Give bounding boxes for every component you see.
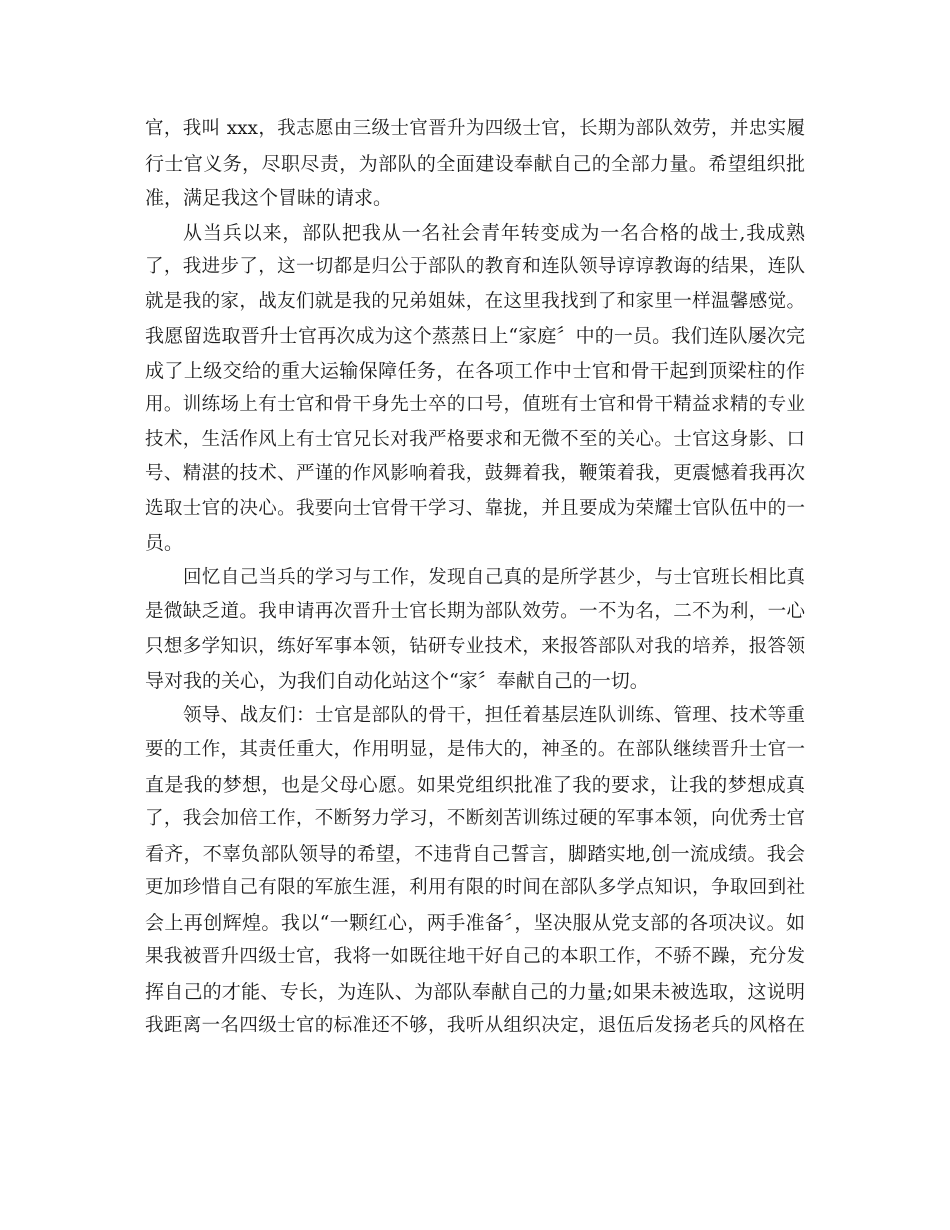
text-line: 用。训练场上有士官和骨干身先士卒的口号，值班有士官和骨干精益求精的专业 (145, 394, 805, 415)
text-line: 员。 (145, 532, 184, 554)
text-line: 号、精湛的技术、严谨的作风影响着我，鼓舞着我，鞭策着我，更震憾着我再次 (145, 463, 805, 484)
text-line: 会上再创辉煌。我以“一颗红心，两手准备〞，坚决服从党支部的各项决议。如 (145, 911, 805, 934)
text-line: 看齐，不辜负部队领导的希望，不违背自己誓言，脚踏实地,创一流成绩。我会 (145, 842, 805, 865)
text-line: 只想多学知识，练好军事本领，钻研专业技术，来报答部队对我的培养，报答领 (145, 635, 805, 657)
text-line: 导对我的关心，为我们自动化站这个“家〞奉献自己的一切。 (145, 670, 649, 692)
text-line: 果我被晋升四级士官，我将一如既往地干好自己的本职工作，不骄不躁，充分发 (145, 946, 805, 967)
text-line: 准，满足我这个冒昧的请求。 (145, 187, 393, 209)
text-line: 了，我会加倍工作，不断努力学习，不断刻苦训练过硬的军事本领，向优秀士官 (145, 808, 805, 829)
text-line: 直是我的梦想，也是父母心愿。如果党组织批准了我的要求，让我的梦想成真 (145, 773, 805, 796)
text-line: 我愿留选取晋升士官再次成为这个蒸蒸日上“家庭〞中的一员。我们连队屡次完 (145, 325, 805, 347)
text-line: 更加珍惜自己有限的军旅生涯，利用有限的时间在部队多学点知识，争取回到社 (145, 877, 805, 898)
text-line: 领导、战友们：士官是部队的骨干，担任着基层连队训练、管理、技术等重 (183, 704, 805, 726)
text-line: 就是我的家，战友们就是我的兄弟姐妹，在这里我找到了和家里一样温馨感觉。 (145, 290, 805, 312)
text-line: 成了上级交给的重大运输保障任务，在各项工作中士官和骨干起到顶梁柱的作 (145, 359, 805, 382)
text-line: 从当兵以来，部队把我从一名社会青年转变成为一名合格的战士,我成熟 (183, 221, 805, 244)
text-line: 官，我叫 xxx，我志愿由三级士官晋升为四级士官，长期为部队效劳，并忠实履 (145, 118, 805, 139)
text-line: 挥自己的才能、专长，为连队、为部队奉献自己的力量;如果未被选取，这说明 (145, 980, 805, 1003)
body-text (145, 112, 805, 1044)
text-line: 选取士官的决心。我要向士官骨干学习、靠拢，并且要成为荣耀士官队伍中的一 (145, 497, 805, 519)
text-line: 我距离一名四级士官的标准还不够，我听从组织决定，退伍后发扬老兵的风格在 (145, 1015, 805, 1036)
text-line: 行士官义务，尽职尽责，为部队的全面建设奉献自己的全部力量。希望组织批 (145, 152, 805, 175)
text-line: 是微缺乏道。我申请再次晋升士官长期为部队效劳。一不为名，二不为利，一心 (145, 601, 805, 622)
text-line: 要的工作，其责任重大，作用明显，是伟大的，神圣的。在部队继续晋升士官一 (145, 739, 805, 760)
text-line: 了，我进步了，这一切都是归公于部队的教育和连队领导谆谆教诲的结果，连队 (145, 256, 805, 277)
text-line: 回忆自己当兵的学习与工作，发现自己真的是所学甚少，与士官班长相比真 (183, 566, 805, 588)
text-line: 技术，生活作风上有士官兄长对我严格要求和无微不至的关心。士官这身影、口 (145, 428, 805, 450)
